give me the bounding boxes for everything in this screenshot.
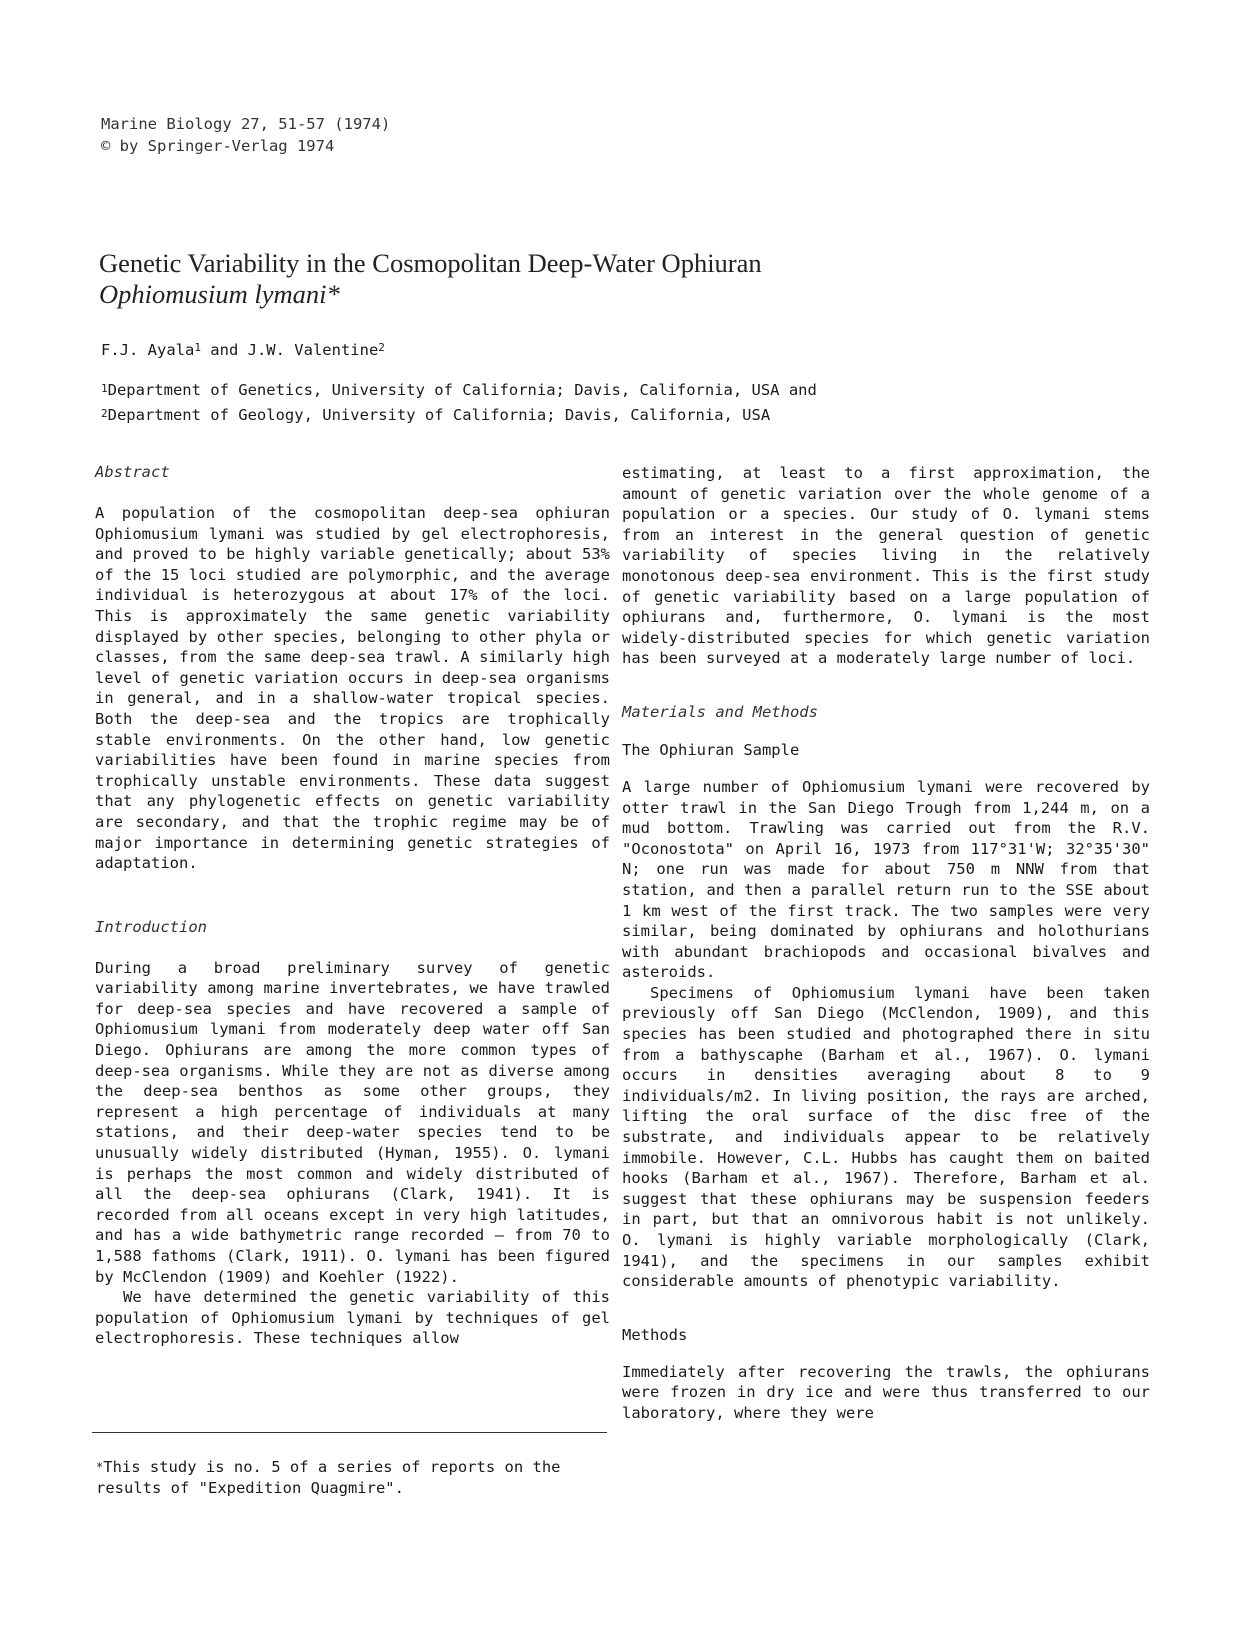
author-2-mark: 2 [378,341,385,354]
methods-heading: Methods [622,1325,688,1344]
introduction-paragraph-1: During a broad preliminary survey of genetic variability among marine invertebrates, we have trawled for deep-sea species and have recovered a sample of Ophiomusium lymani from moderately deep water off San Diego. Ophiurans are among the more common types of deep-sea organisms. While they are not as diverse among the deep-sea benthos as some other groups, they represent a high percentage of individuals at many stations, and their deep-water species tend to be unusually widely distributed (Hyman, 1955). O. lymani is perhaps the most common and widely distributed of all the deep-sea ophiurans (Clark, 1941). It is recorded from all oceans except in very high latitudes, and has a wide bathymetric range recorded — from 70 to 1,588 fathoms (Clark, 1911). O. lymani has been figured by McClendon (1909) and Koehler (1922). [95,958,610,1286]
affiliation-2 [101,403,817,428]
sample-paragraph-1: A large number of Ophiomusium lymani were recovered by otter trawl in the San Diego Trough from 1,244 m, on a mud bottom. Trawling was carried out from the R.V. "Oconostota" on April 16, 1973 from 117°31'W; 32°35'30" N; one run was made for about 750 m NNW from that station, and then a parallel return run to the SSE about 1 km west of the first track. The two samples were very similar, being dominated by ophiurans and holothurians with abundant brachiopods and occasional bivalves and asteroids. [622,777,1150,982]
affiliation-1-text: Department of Genetics, University of California; Davis, California, USA and [107,381,817,399]
title-line-1: Genetic Variability in the Cosmopolitan Deep-Water Ophiuran [99,248,762,278]
affiliation-2-mark: 2 [101,407,108,420]
author-conjunction: and [200,341,248,359]
footnote-mark: * [96,1460,104,1474]
author-2: J.W. Valentine [247,341,379,359]
affiliation-1 [101,378,817,403]
journal-header [101,113,390,157]
footnote-text: This study is no. 5 of a series of reports on the results of "Expedition Quagmire". [96,1458,561,1497]
author-list [101,339,385,361]
introduction-continued: estimating, at least to a first approximation, the amount of genetic variation over the whole genome of a population or a species. Our study of O. lymani stems from an interest in the general question of genetic variability of species living in the relatively monotonous deep-sea environment. This is the first study of genetic variability based on a large population of ophiurans and, furthermore, O. lymani is the most widely-distributed species for which genetic variation has been surveyed at a moderately large number of loci. [622,464,1150,668]
author-1: F.J. Ayala [101,341,195,359]
footnote-divider [92,1432,607,1433]
journal-citation: Marine Biology 27, 51-57 (1974) [101,115,391,133]
abstract-text: A population of the cosmopolitan deep-sea ophiuran Ophiomusium lymani was studied by gel electrophoresis, and proved to be highly variable genetically; about 53% of the 15 loci studied are polymorphic, and the average individual is heterozygous at about 17% of the loci. This is approximately the same genetic variability displayed by other species, belonging to other phyla or classes, from the same deep-sea trawl. A similarly high level of genetic variation occurs in deep-sea organisms in general, and in a shallow-water tropical species. Both the deep-sea and the tropics are trophically stable environments. On the other hand, low genetic variabilities have been found in marine species from trophically unstable environments. These data suggest that any phylogenetic effects on genetic variability are secondary, and that the trophic regime may be of major importance in determining genetic strategies of adaptation. [95,504,610,873]
author-1-mark: 1 [194,341,201,354]
paper-title [99,248,762,310]
title-line-2: Ophiomusium lymani* [99,279,340,309]
abstract-heading: Abstract [95,463,170,481]
methods-paragraph-1: Immediately after recovering the trawls, the ophiurans were frozen in dry ice and were thus transferred to our laboratory, where they were [622,1362,1150,1422]
introduction-paragraph-2: We have determined the genetic variability of this population of Ophiomusium lymani by techniques of gel electrophoresis. These techniques allow [95,1288,610,1348]
journal-copyright: © by Springer-Verlag 1974 [101,137,335,155]
affiliation-2-text: Department of Geology, University of California; Davis, California, USA [107,406,771,424]
footnote [96,1457,616,1499]
ophiuran-sample-heading: The Ophiuran Sample [622,740,800,759]
affiliations [101,378,817,428]
materials-methods-heading: Materials and Methods [622,702,818,721]
sample-paragraph-2: Specimens of Ophiomusium lymani have been taken previously off San Diego (McClendon, 1909), and this species has been studied and photographed there in situ from a bathyscaphe (Barham et al., 1967). O. lymani occurs in densities averaging about 8 to 9 individuals/m2. In living position, the rays are arched, lifting the oral surface of the disc free of the substrate, and individuals appear to be relatively immobile. However, C.L. Hubbs has caught them on baited hooks (Barham et al., 1967). Therefore, Barham et al. suggest that these ophiurans may be suspension feeders in part, but that an omnivorous habit is not unlikely. O. lymani is highly variable morphologically (Clark, 1941), and the specimens in our samples exhibit considerable amounts of phenotypic variability. [622,983,1150,1291]
affiliation-1-mark: 1 [101,382,108,395]
introduction-heading: Introduction [95,917,207,936]
left-column [95,461,610,1349]
right-column [622,463,1150,1424]
